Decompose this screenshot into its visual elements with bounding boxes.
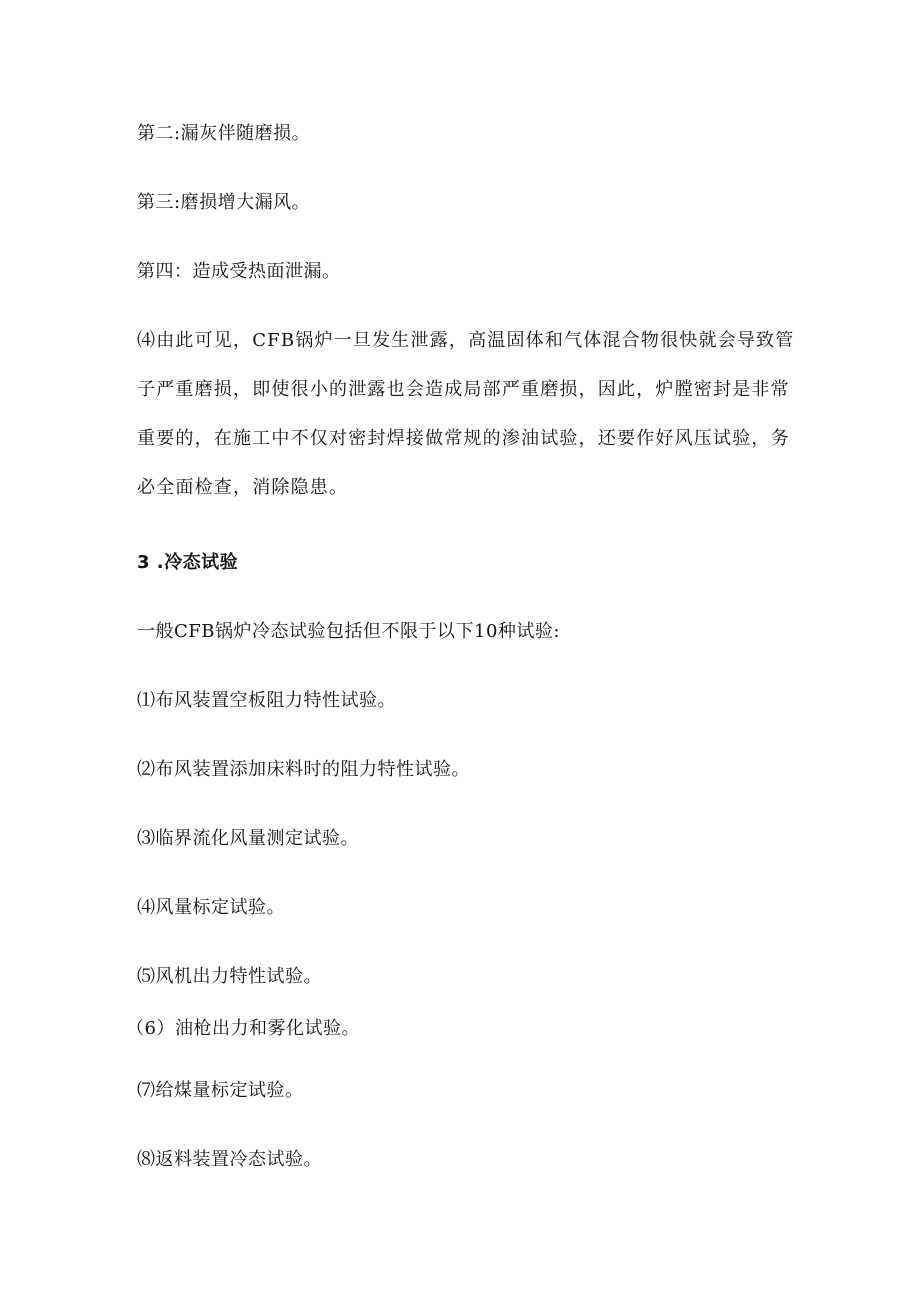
list-item: ⑶临界流化风量测定试验。 — [137, 828, 359, 849]
list-item: ⑵布风装置添加床料时的阻力特性试验。 — [137, 759, 470, 780]
paragraph-line: 子严重磨损，即使很小的泄露也会造成局部严重磨损，因此，炉膛密封是非常 — [137, 379, 790, 400]
point-two-text: 第二:漏灰伴随磨损。 — [137, 123, 311, 144]
list-item: ⑷风量标定试验。 — [137, 897, 285, 918]
section-heading: 3 .冷态试验 — [137, 552, 239, 573]
paragraph-line: 重要的，在施工中不仅对密封焊接做常规的渗油试验，还要作好风压试验，务 — [137, 428, 790, 449]
list-item: ⑸风机出力特性试验。 — [137, 966, 322, 987]
point-three-text: 第三:磨损增大漏风。 — [137, 192, 311, 213]
list-item: ⑴布风装置空板阻力特性试验。 — [137, 690, 396, 711]
section-intro: 一般CFB锅炉冷态试验包括但不限于以下10种试验: — [137, 621, 560, 642]
point-four-text: 第四：造成受热面泄漏。 — [137, 261, 341, 282]
list-item: ⑻返料装置冷态试验。 — [137, 1149, 322, 1170]
paragraph-line: 必全面检查，消除隐患。 — [137, 477, 349, 498]
list-item: ⑺给煤量标定试验。 — [137, 1080, 304, 1101]
paragraph-line: ⑷由此可见，CFB锅炉一旦发生泄露，高温固体和气体混合物很快就会导致管 — [137, 330, 795, 351]
list-item: （6）油枪出力和雾化试验。 — [126, 1018, 360, 1039]
